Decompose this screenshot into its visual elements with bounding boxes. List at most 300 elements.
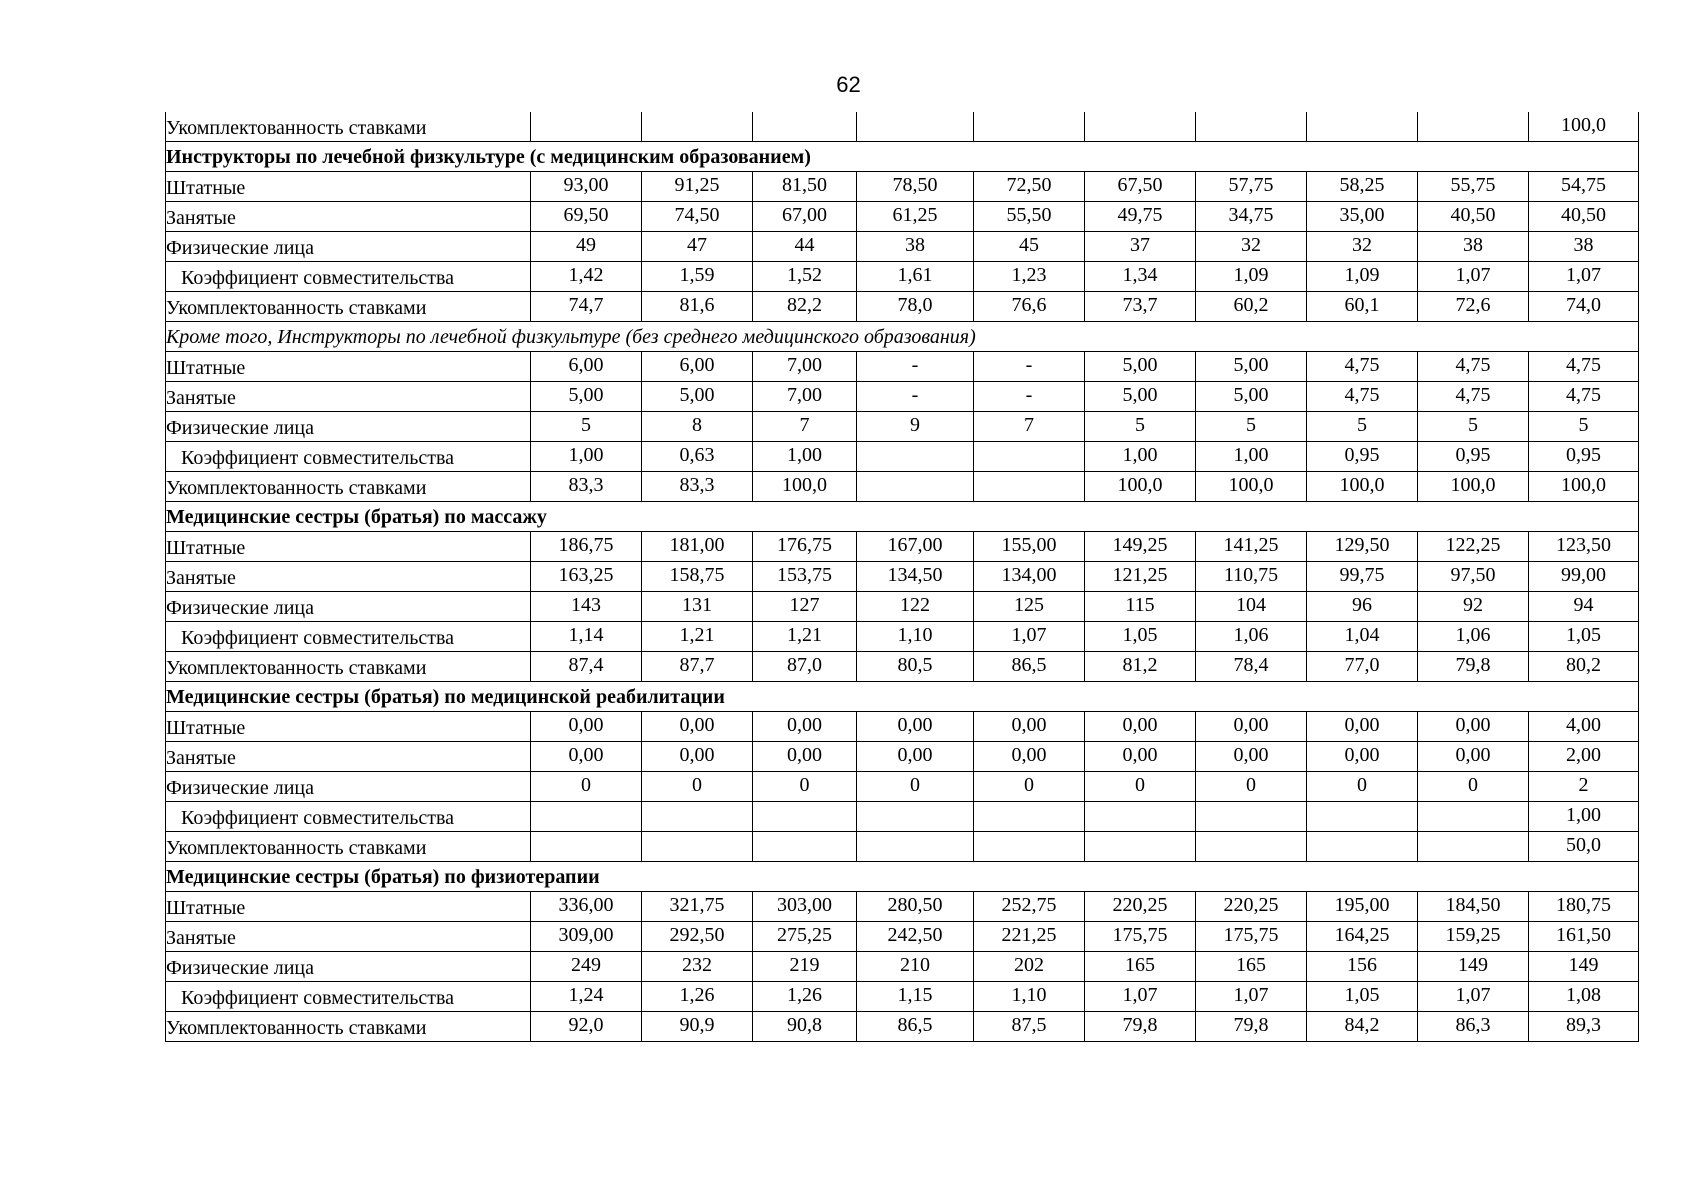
table-row bbox=[166, 232, 1639, 262]
table-cell: - bbox=[974, 352, 1085, 382]
table-cell: 89,3 bbox=[1529, 1012, 1639, 1042]
table-cell: 1,24 bbox=[531, 982, 642, 1012]
table-cell: 100,0 bbox=[1529, 472, 1639, 502]
table-cell: 60,2 bbox=[1196, 292, 1307, 322]
table-cell: 61,25 bbox=[857, 202, 974, 232]
table-cell: 219 bbox=[753, 952, 857, 982]
row-label: Укомплектованность ставками bbox=[166, 112, 531, 142]
table-cell: 134,00 bbox=[974, 562, 1085, 592]
row-label: Укомплектованность ставками bbox=[166, 652, 531, 682]
table-cell: 1,00 bbox=[1529, 802, 1639, 832]
table-row bbox=[166, 832, 1639, 862]
table-cell: 5 bbox=[1307, 412, 1418, 442]
table-cell: 74,50 bbox=[642, 202, 753, 232]
table-cell bbox=[857, 442, 974, 472]
table-row bbox=[166, 742, 1639, 772]
table-cell: 167,00 bbox=[857, 532, 974, 562]
table-cell bbox=[857, 112, 974, 142]
table-cell: 0,00 bbox=[531, 712, 642, 742]
table-row bbox=[166, 382, 1639, 412]
table-cell bbox=[1307, 832, 1418, 862]
table-cell: 60,1 bbox=[1307, 292, 1418, 322]
table-cell: 92 bbox=[1418, 592, 1529, 622]
row-label: Штатные bbox=[166, 712, 531, 742]
table-cell: 2,00 bbox=[1529, 742, 1639, 772]
table-cell: 0,95 bbox=[1418, 442, 1529, 472]
table-cell: 252,75 bbox=[974, 892, 1085, 922]
table-cell: 0,00 bbox=[753, 742, 857, 772]
table-cell: 96 bbox=[1307, 592, 1418, 622]
table-row bbox=[166, 352, 1639, 382]
table-cell: 5 bbox=[1085, 412, 1196, 442]
table-cell: 37 bbox=[1085, 232, 1196, 262]
table-cell: 1,06 bbox=[1196, 622, 1307, 652]
table-cell: 0,95 bbox=[1307, 442, 1418, 472]
table-cell bbox=[1085, 112, 1196, 142]
table-cell: 0 bbox=[1196, 772, 1307, 802]
table-cell: 44 bbox=[753, 232, 857, 262]
table-cell: 149,25 bbox=[1085, 532, 1196, 562]
table-cell bbox=[974, 832, 1085, 862]
table-cell bbox=[1085, 802, 1196, 832]
row-label: Укомплектованность ставками bbox=[166, 472, 531, 502]
row-label: Коэффициент совместительства bbox=[166, 262, 531, 292]
table-cell: 127 bbox=[753, 592, 857, 622]
table-cell: 1,00 bbox=[531, 442, 642, 472]
table-cell: 80,2 bbox=[1529, 652, 1639, 682]
table-cell: 1,05 bbox=[1307, 982, 1418, 1012]
table-cell bbox=[1418, 832, 1529, 862]
table-cell: 5,00 bbox=[531, 382, 642, 412]
table-cell: 0 bbox=[642, 772, 753, 802]
table-cell: 90,8 bbox=[753, 1012, 857, 1042]
table-cell: 73,7 bbox=[1085, 292, 1196, 322]
table-cell: 100,0 bbox=[1307, 472, 1418, 502]
table-cell: 164,25 bbox=[1307, 922, 1418, 952]
section-header-row bbox=[166, 682, 1639, 712]
row-label: Укомплектованность ставками bbox=[166, 832, 531, 862]
section-title: Инструкторы по лечебной физкультуре (с медицинским образованием) bbox=[166, 142, 1639, 172]
table-cell: 87,0 bbox=[753, 652, 857, 682]
table-cell: 87,4 bbox=[531, 652, 642, 682]
table-cell: 81,6 bbox=[642, 292, 753, 322]
table-cell: 134,50 bbox=[857, 562, 974, 592]
table-cell: 57,75 bbox=[1196, 172, 1307, 202]
table-cell: 275,25 bbox=[753, 922, 857, 952]
table-cell: 1,21 bbox=[642, 622, 753, 652]
table-row bbox=[166, 442, 1639, 472]
table-cell: 100,0 bbox=[1418, 472, 1529, 502]
row-label: Штатные bbox=[166, 352, 531, 382]
table-cell bbox=[642, 802, 753, 832]
table-cell: 69,50 bbox=[531, 202, 642, 232]
table-cell: 153,75 bbox=[753, 562, 857, 592]
table-cell: 78,50 bbox=[857, 172, 974, 202]
table-cell: 0 bbox=[1307, 772, 1418, 802]
table-cell: 1,08 bbox=[1529, 982, 1639, 1012]
table-row bbox=[166, 562, 1639, 592]
table-cell: 8 bbox=[642, 412, 753, 442]
table-row bbox=[166, 112, 1639, 142]
table-cell: 131 bbox=[642, 592, 753, 622]
table-cell: 280,50 bbox=[857, 892, 974, 922]
table-row bbox=[166, 292, 1639, 322]
table-cell bbox=[1307, 112, 1418, 142]
table-cell: 82,2 bbox=[753, 292, 857, 322]
table-cell: 1,52 bbox=[753, 262, 857, 292]
table-cell: 0 bbox=[531, 772, 642, 802]
table-cell: 81,2 bbox=[1085, 652, 1196, 682]
table-cell: 4,75 bbox=[1307, 382, 1418, 412]
table-row bbox=[166, 592, 1639, 622]
row-label: Коэффициент совместительства bbox=[166, 982, 531, 1012]
table-cell: 45 bbox=[974, 232, 1085, 262]
table-cell bbox=[1196, 802, 1307, 832]
table-cell bbox=[1418, 802, 1529, 832]
table-cell: 9 bbox=[857, 412, 974, 442]
table-cell: 1,07 bbox=[1085, 982, 1196, 1012]
row-label: Коэффициент совместительства bbox=[166, 802, 531, 832]
table-cell: 67,50 bbox=[1085, 172, 1196, 202]
table-cell: 94 bbox=[1529, 592, 1639, 622]
table-cell: 242,50 bbox=[857, 922, 974, 952]
table-cell: 125 bbox=[974, 592, 1085, 622]
table-row bbox=[166, 1012, 1639, 1042]
section-title: Медицинские сестры (братья) по массажу bbox=[166, 502, 1639, 532]
table-cell: 0,95 bbox=[1529, 442, 1639, 472]
table-cell: 1,26 bbox=[642, 982, 753, 1012]
table-cell: 2 bbox=[1529, 772, 1639, 802]
table-cell bbox=[1085, 832, 1196, 862]
table-row bbox=[166, 532, 1639, 562]
table-cell: 5,00 bbox=[1196, 352, 1307, 382]
table-cell: - bbox=[974, 382, 1085, 412]
table-cell: 47 bbox=[642, 232, 753, 262]
table-cell: 74,0 bbox=[1529, 292, 1639, 322]
table-cell: 4,75 bbox=[1529, 352, 1639, 382]
table-cell: 159,25 bbox=[1418, 922, 1529, 952]
table-cell bbox=[1196, 832, 1307, 862]
table-cell: - bbox=[857, 382, 974, 412]
table-cell: 141,25 bbox=[1196, 532, 1307, 562]
table-cell: 186,75 bbox=[531, 532, 642, 562]
table-cell: 79,8 bbox=[1196, 1012, 1307, 1042]
table-row bbox=[166, 802, 1639, 832]
row-label: Физические лица bbox=[166, 772, 531, 802]
table-cell: 165 bbox=[1196, 952, 1307, 982]
table-cell: 0 bbox=[974, 772, 1085, 802]
table-cell: 0,00 bbox=[1196, 712, 1307, 742]
table-cell: 155,00 bbox=[974, 532, 1085, 562]
table-cell: 180,75 bbox=[1529, 892, 1639, 922]
table-cell: 1,05 bbox=[1529, 622, 1639, 652]
table-cell bbox=[531, 802, 642, 832]
table-cell: 184,50 bbox=[1418, 892, 1529, 922]
row-label: Занятые bbox=[166, 202, 531, 232]
table-cell: 1,07 bbox=[1529, 262, 1639, 292]
row-label: Штатные bbox=[166, 532, 531, 562]
table-cell bbox=[642, 112, 753, 142]
table-cell: 49 bbox=[531, 232, 642, 262]
section-header-row bbox=[166, 502, 1639, 532]
table-cell: 84,2 bbox=[1307, 1012, 1418, 1042]
table-cell: 0,00 bbox=[974, 712, 1085, 742]
table-cell: 4,00 bbox=[1529, 712, 1639, 742]
table-cell: 1,09 bbox=[1307, 262, 1418, 292]
table-cell bbox=[1418, 112, 1529, 142]
row-label: Физические лица bbox=[166, 412, 531, 442]
table-cell: 336,00 bbox=[531, 892, 642, 922]
table-row bbox=[166, 922, 1639, 952]
table-cell: 87,7 bbox=[642, 652, 753, 682]
table-cell bbox=[974, 442, 1085, 472]
table-cell: 181,00 bbox=[642, 532, 753, 562]
table-cell: 34,75 bbox=[1196, 202, 1307, 232]
table-cell: 55,75 bbox=[1418, 172, 1529, 202]
table-cell: 321,75 bbox=[642, 892, 753, 922]
table-cell: 0 bbox=[857, 772, 974, 802]
table-cell: 7,00 bbox=[753, 352, 857, 382]
row-label: Укомплектованность ставками bbox=[166, 292, 531, 322]
table-cell: 5,00 bbox=[1085, 352, 1196, 382]
table-cell: 202 bbox=[974, 952, 1085, 982]
table-cell: 74,7 bbox=[531, 292, 642, 322]
table-row bbox=[166, 952, 1639, 982]
table-cell: 83,3 bbox=[642, 472, 753, 502]
table-cell: 303,00 bbox=[753, 892, 857, 922]
table-cell: 0,00 bbox=[1307, 742, 1418, 772]
table-cell: - bbox=[857, 352, 974, 382]
section-title: Медицинские сестры (братья) по физиотерапии bbox=[166, 862, 1639, 892]
table-cell: 0 bbox=[1418, 772, 1529, 802]
page-number: 62 bbox=[836, 72, 861, 97]
table-cell: 309,00 bbox=[531, 922, 642, 952]
table-cell bbox=[753, 802, 857, 832]
table-cell: 49,75 bbox=[1085, 202, 1196, 232]
table-cell: 1,09 bbox=[1196, 262, 1307, 292]
table-cell: 4,75 bbox=[1418, 382, 1529, 412]
table-cell: 90,9 bbox=[642, 1012, 753, 1042]
table-cell: 1,00 bbox=[1196, 442, 1307, 472]
table-cell: 221,25 bbox=[974, 922, 1085, 952]
table-cell: 38 bbox=[1418, 232, 1529, 262]
table-cell bbox=[1196, 112, 1307, 142]
table-cell: 4,75 bbox=[1307, 352, 1418, 382]
table-cell: 110,75 bbox=[1196, 562, 1307, 592]
table-cell: 78,0 bbox=[857, 292, 974, 322]
table-cell: 97,50 bbox=[1418, 562, 1529, 592]
table-cell: 163,25 bbox=[531, 562, 642, 592]
table-cell: 1,26 bbox=[753, 982, 857, 1012]
table-cell: 86,3 bbox=[1418, 1012, 1529, 1042]
section-header-row bbox=[166, 142, 1639, 172]
table-cell: 1,05 bbox=[1085, 622, 1196, 652]
table-cell: 4,75 bbox=[1529, 382, 1639, 412]
table-cell: 79,8 bbox=[1085, 1012, 1196, 1042]
table-row bbox=[166, 892, 1639, 922]
staffing-table bbox=[165, 112, 1639, 1042]
table-cell: 249 bbox=[531, 952, 642, 982]
table-cell: 77,0 bbox=[1307, 652, 1418, 682]
table-cell: 210 bbox=[857, 952, 974, 982]
table-row bbox=[166, 652, 1639, 682]
table-cell: 5 bbox=[1418, 412, 1529, 442]
table-cell bbox=[857, 802, 974, 832]
table-cell: 5 bbox=[1529, 412, 1639, 442]
table-cell: 5,00 bbox=[642, 382, 753, 412]
table-cell: 115 bbox=[1085, 592, 1196, 622]
table-cell: 50,0 bbox=[1529, 832, 1639, 862]
table-cell: 175,75 bbox=[1085, 922, 1196, 952]
table-cell: 176,75 bbox=[753, 532, 857, 562]
table-row bbox=[166, 202, 1639, 232]
table-cell: 143 bbox=[531, 592, 642, 622]
table-cell bbox=[753, 832, 857, 862]
table-cell: 0 bbox=[1085, 772, 1196, 802]
table-cell: 0,63 bbox=[642, 442, 753, 472]
table-row bbox=[166, 412, 1639, 442]
table-cell: 0,00 bbox=[974, 742, 1085, 772]
table-cell: 99,75 bbox=[1307, 562, 1418, 592]
table-cell: 100,0 bbox=[1085, 472, 1196, 502]
table-cell: 1,10 bbox=[974, 982, 1085, 1012]
table-cell: 104 bbox=[1196, 592, 1307, 622]
row-label: Штатные bbox=[166, 892, 531, 922]
table-cell: 1,23 bbox=[974, 262, 1085, 292]
section-title: Кроме того, Инструкторы по лечебной физкультуре (без среднего медицинского образования) bbox=[166, 322, 1639, 352]
table-cell: 87,5 bbox=[974, 1012, 1085, 1042]
table-cell: 1,07 bbox=[1418, 982, 1529, 1012]
table-cell: 122 bbox=[857, 592, 974, 622]
table-cell: 123,50 bbox=[1529, 532, 1639, 562]
table-cell: 0,00 bbox=[1418, 742, 1529, 772]
table-cell: 0,00 bbox=[1307, 712, 1418, 742]
table-cell: 100,0 bbox=[1529, 112, 1639, 142]
table-cell: 0,00 bbox=[1418, 712, 1529, 742]
table-cell: 149 bbox=[1529, 952, 1639, 982]
table-cell: 93,00 bbox=[531, 172, 642, 202]
row-label: Физические лица bbox=[166, 592, 531, 622]
row-label: Физические лица bbox=[166, 952, 531, 982]
table-cell: 58,25 bbox=[1307, 172, 1418, 202]
table-row bbox=[166, 172, 1639, 202]
table-cell: 35,00 bbox=[1307, 202, 1418, 232]
table-cell bbox=[974, 112, 1085, 142]
table-cell: 40,50 bbox=[1529, 202, 1639, 232]
table-cell: 72,50 bbox=[974, 172, 1085, 202]
table-cell: 78,4 bbox=[1196, 652, 1307, 682]
table-cell: 156 bbox=[1307, 952, 1418, 982]
section-header-row bbox=[166, 322, 1639, 352]
table-cell bbox=[642, 832, 753, 862]
table-cell: 100,0 bbox=[1196, 472, 1307, 502]
table-cell: 1,07 bbox=[1418, 262, 1529, 292]
row-label: Укомплектованность ставками bbox=[166, 1012, 531, 1042]
section-title: Медицинские сестры (братья) по медицинской реабилитации bbox=[166, 682, 1639, 712]
table-cell: 54,75 bbox=[1529, 172, 1639, 202]
table-cell: 195,00 bbox=[1307, 892, 1418, 922]
table-cell: 0,00 bbox=[753, 712, 857, 742]
table-cell: 0,00 bbox=[642, 712, 753, 742]
table-cell: 86,5 bbox=[974, 652, 1085, 682]
table-cell: 149 bbox=[1418, 952, 1529, 982]
table-cell: 175,75 bbox=[1196, 922, 1307, 952]
table-cell: 121,25 bbox=[1085, 562, 1196, 592]
table-cell: 80,5 bbox=[857, 652, 974, 682]
table-cell: 32 bbox=[1196, 232, 1307, 262]
table-cell: 92,0 bbox=[531, 1012, 642, 1042]
table-cell: 1,61 bbox=[857, 262, 974, 292]
table-cell: 81,50 bbox=[753, 172, 857, 202]
table-cell: 7,00 bbox=[753, 382, 857, 412]
table-cell: 220,25 bbox=[1196, 892, 1307, 922]
table-row bbox=[166, 262, 1639, 292]
table-cell: 232 bbox=[642, 952, 753, 982]
table-cell: 32 bbox=[1307, 232, 1418, 262]
table-cell: 0,00 bbox=[642, 742, 753, 772]
table-cell: 0,00 bbox=[1085, 712, 1196, 742]
table-cell: 99,00 bbox=[1529, 562, 1639, 592]
table-row bbox=[166, 622, 1639, 652]
table-cell: 7 bbox=[753, 412, 857, 442]
row-label: Коэффициент совместительства bbox=[166, 442, 531, 472]
table-row bbox=[166, 472, 1639, 502]
table-cell: 100,0 bbox=[753, 472, 857, 502]
row-label: Физические лица bbox=[166, 232, 531, 262]
row-label: Штатные bbox=[166, 172, 531, 202]
table-cell: 1,00 bbox=[1085, 442, 1196, 472]
table-cell: 220,25 bbox=[1085, 892, 1196, 922]
table-cell: 158,75 bbox=[642, 562, 753, 592]
table-cell: 122,25 bbox=[1418, 532, 1529, 562]
table-cell: 55,50 bbox=[974, 202, 1085, 232]
table-cell: 0,00 bbox=[1196, 742, 1307, 772]
table-cell: 38 bbox=[857, 232, 974, 262]
table-cell: 1,15 bbox=[857, 982, 974, 1012]
table-cell: 0,00 bbox=[531, 742, 642, 772]
row-label: Коэффициент совместительства bbox=[166, 622, 531, 652]
table-cell: 38 bbox=[1529, 232, 1639, 262]
section-header-row bbox=[166, 862, 1639, 892]
table-cell bbox=[531, 832, 642, 862]
table-cell: 0,00 bbox=[1085, 742, 1196, 772]
table-cell: 86,5 bbox=[857, 1012, 974, 1042]
table-cell: 1,59 bbox=[642, 262, 753, 292]
table-cell bbox=[974, 472, 1085, 502]
row-label: Занятые bbox=[166, 562, 531, 592]
table-cell bbox=[1307, 802, 1418, 832]
table-cell: 7 bbox=[974, 412, 1085, 442]
table-cell bbox=[531, 112, 642, 142]
table-cell: 165 bbox=[1085, 952, 1196, 982]
table-cell: 5,00 bbox=[1085, 382, 1196, 412]
table-cell: 1,06 bbox=[1418, 622, 1529, 652]
table-cell: 1,14 bbox=[531, 622, 642, 652]
table-cell: 1,00 bbox=[753, 442, 857, 472]
table-cell bbox=[974, 802, 1085, 832]
table-cell: 72,6 bbox=[1418, 292, 1529, 322]
table-cell: 292,50 bbox=[642, 922, 753, 952]
table-cell: 1,21 bbox=[753, 622, 857, 652]
table-cell: 129,50 bbox=[1307, 532, 1418, 562]
table-row bbox=[166, 982, 1639, 1012]
table-cell: 161,50 bbox=[1529, 922, 1639, 952]
table-cell: 91,25 bbox=[642, 172, 753, 202]
table-cell bbox=[753, 112, 857, 142]
table-cell: 79,8 bbox=[1418, 652, 1529, 682]
table-cell bbox=[857, 472, 974, 502]
table-cell: 1,07 bbox=[1196, 982, 1307, 1012]
